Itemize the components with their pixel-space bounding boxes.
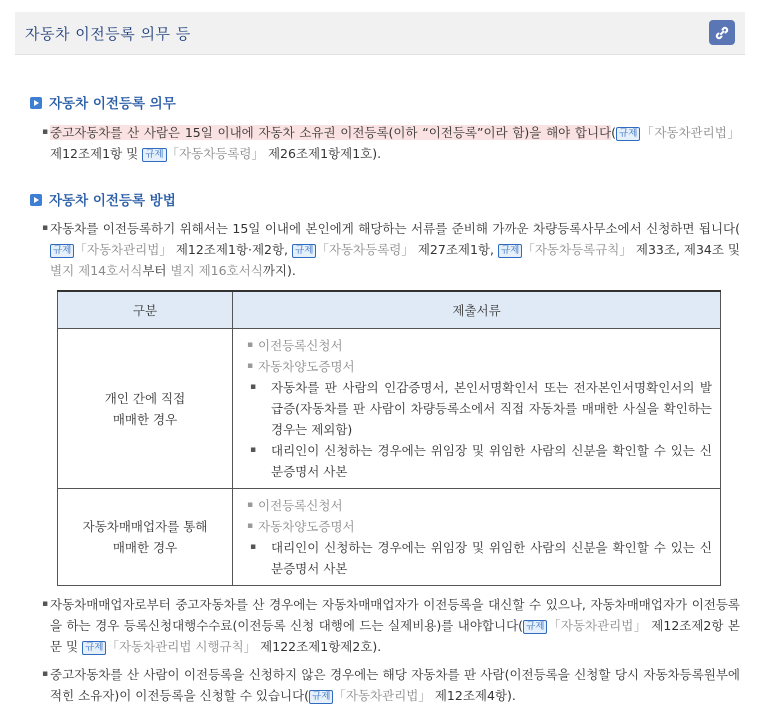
law-link[interactable]: 「자동차관리법」 [333, 688, 431, 703]
link-icon [714, 25, 730, 41]
article-text: 제12조제4항). [430, 688, 516, 703]
highlight-text: 중고자동차를 산 사람은 15일 이내에 자동차 소유권 이전등록(이하 “이전등록”이라 함)을 해야 합니다 [50, 125, 612, 140]
article-text: 까지). [262, 263, 296, 278]
law-link[interactable]: 「자동차등록규칙」 [522, 242, 632, 257]
article-text: 제33조, 제34조 및 [631, 242, 740, 257]
form-link[interactable]: 별지 제14호서식 [50, 263, 143, 278]
law-link[interactable]: 「자동차관리법 시행규칙」 [106, 639, 257, 654]
table-row [58, 489, 721, 586]
section-title-duty [30, 92, 176, 112]
regulation-badge[interactable]: 규제 [142, 148, 166, 162]
link-button[interactable] [709, 20, 735, 45]
section-title-method [30, 189, 176, 209]
article-text: 제12조제1항 및 [50, 146, 143, 161]
title-bar [15, 12, 745, 55]
article-text: 제27조제1항, [413, 242, 498, 257]
document-item: ▪ 대리인이 신청하는 경우에는 위임장 및 위임한 사람의 신분을 확인할 수 있는 신분증명서 사본 [247, 440, 712, 482]
document-item[interactable]: ▪ 자동차양도증명서 [247, 356, 712, 377]
article-text: 부터 [142, 263, 171, 278]
table-row [58, 329, 721, 489]
document-item[interactable]: ▪ 이전등록신청서 [247, 335, 712, 356]
regulation-badge[interactable]: 규제 [498, 244, 522, 258]
document-item[interactable]: ▪ 자동차양도증명서 [247, 516, 712, 537]
article-text: 제26조제1항제1호). [264, 146, 382, 161]
section-title-text: 자동차 이전등록 방법 [49, 193, 176, 209]
regulation-badge[interactable]: 규제 [292, 244, 316, 258]
documents-table [57, 290, 721, 586]
law-link[interactable]: 「자동차관리법」 [640, 125, 740, 140]
page-title: 자동차 이전등록 의무 등 [25, 25, 191, 43]
method-paragraph [50, 218, 740, 281]
column-header-documents: 제출서류 [233, 291, 721, 329]
article-text: 제122조제1항제2호). [256, 639, 382, 654]
law-link[interactable]: 「자동차등록령」 [316, 242, 414, 257]
documents-cell [233, 329, 721, 489]
regulation-badge[interactable]: 규제 [616, 127, 640, 141]
law-link[interactable]: 「자동차관리법」 [547, 618, 647, 633]
dealer-paragraph [50, 594, 740, 657]
category-text: 개인 간에 직접 [104, 390, 186, 406]
category-text: 매매한 경우 [112, 411, 178, 427]
regulation-badge[interactable]: 규제 [309, 690, 333, 704]
regulation-badge[interactable]: 규제 [82, 641, 106, 655]
paragraph-text: 자동차매매업자로부터 중고자동차를 산 경우에는 자동차매매업자가 이전등록을 대신할 수 있으나, 자동차매매업자가 이전등록을 하는 경우 등록신청대행수수료(이전등록 신청 대행에 드는 실제비용)를 내야합니다( [50, 597, 740, 633]
column-header-category: 구분 [58, 291, 233, 329]
paragraph-text: 자동차를 이전등록하기 위해서는 15일 이내에 본인에게 해당하는 서류를 준비해 가까운 차량등록사무소에서 신청하면 됩니다( [50, 221, 740, 236]
article-text: 제12조제2항 본문 및 [50, 618, 741, 654]
category-text: 매매한 경우 [112, 540, 178, 555]
regulation-badge[interactable]: 규제 [523, 620, 547, 634]
category-text: 자동차매매업자를 통해 [82, 519, 208, 534]
section-title-text: 자동차 이전등록 의무 [49, 96, 176, 112]
document-item: ▪ 자동차를 판 사람의 인감증명서, 본인서명확인서 또는 전자본인서명확인서의 발급증(자동차를 판 사람이 차량등록소에서 직접 자동차를 매매한 사실을 확인하는 경우는 제외함) [247, 377, 712, 440]
document-item[interactable]: ▪ 이전등록신청서 [247, 495, 712, 516]
arrow-right-icon [30, 194, 42, 206]
category-cell [58, 329, 233, 489]
paren-text: ( [611, 125, 617, 140]
law-link[interactable]: 「자동차관리법」 [74, 242, 172, 257]
regulation-badge[interactable]: 규제 [50, 244, 74, 258]
law-link[interactable]: 「자동차등록령」 [166, 146, 264, 161]
article-text: 제12조제1항·제2항, [171, 242, 293, 257]
document-item: ▪ 대리인이 신청하는 경우에는 위임장 및 위임한 사람의 신분을 확인할 수 있는 신분증명서 사본 [247, 537, 712, 579]
table-header-row [58, 291, 721, 329]
documents-cell [233, 489, 721, 586]
paragraph-text: 중고자동차를 산 사람이 이전등록을 신청하지 않은 경우에는 해당 자동차를 판 사람(이전등록을 신청할 당시 자동차등록원부에 적힌 소유자)이 이전등록을 신청할 수 있습니다( [50, 667, 740, 703]
arrow-right-icon [30, 97, 42, 109]
seller-paragraph [50, 664, 740, 706]
category-cell [58, 489, 233, 586]
form-link[interactable]: 별지 제16호서식 [170, 263, 263, 278]
duty-paragraph [50, 122, 740, 164]
